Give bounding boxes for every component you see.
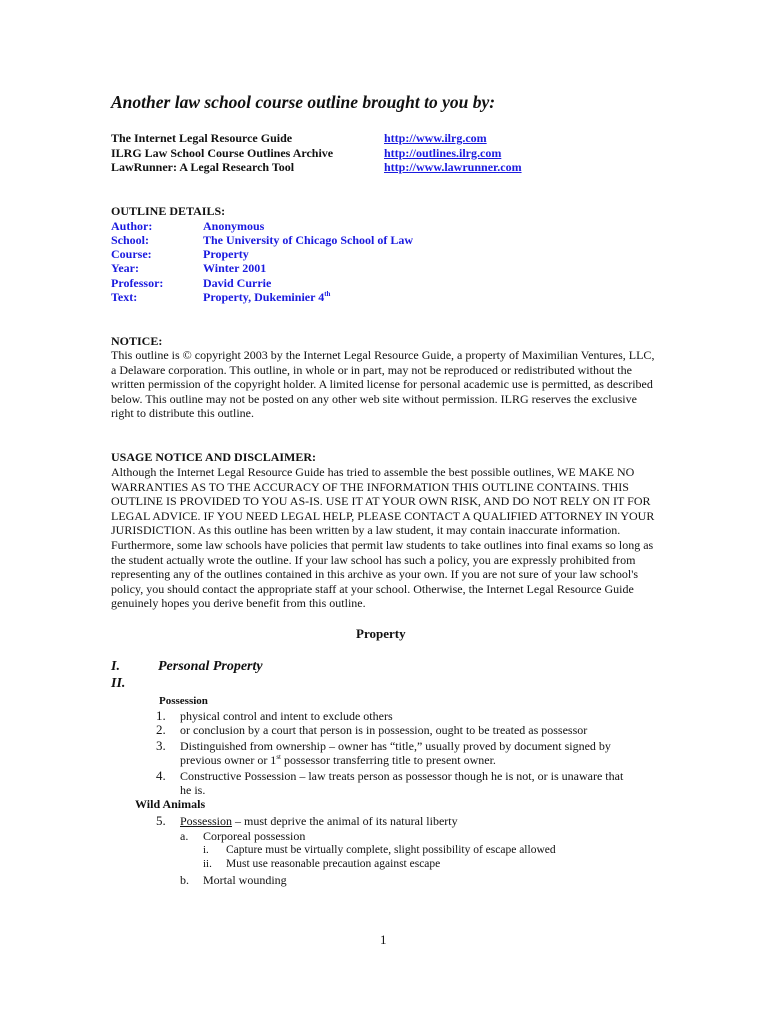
list-roman: ii.	[203, 858, 212, 870]
detail-label: Author:	[111, 219, 153, 233]
list-item: Distinguished from ownership – owner has “title,” usually proved by document signed by	[180, 739, 611, 753]
list-item: Corporeal possession	[203, 829, 306, 843]
resource-link[interactable]: http://outlines.ilrg.com	[384, 146, 502, 160]
page-title: Another law school course outline brought to you by:	[111, 92, 496, 112]
list-number: 5.	[156, 813, 166, 828]
resource-name: LawRunner: A Legal Research Tool	[111, 160, 295, 174]
outline-title: Property	[356, 626, 406, 641]
notice-text: This outline is © copyright 2003 by the Internet Legal Resource Guide, a property of Maximilian Ventures, LLC, a Delaware corporation. This outline, in whole or in part, may not be reproduced or redistributed without the written permission of the copyright holder. A limited license for personal academic use is permitted, as described below. This outline may not be posted on any other web site without permission. ILRG reserves the exclusive right to distribute this outline.	[111, 348, 655, 421]
list-number: 2.	[156, 722, 166, 737]
list-item: Mortal wounding	[203, 873, 287, 887]
list-item: Possession – must deprive the animal of its natural liberty	[180, 814, 458, 828]
detail-label: Year:	[111, 261, 139, 275]
list-item-continuation: previous owner or 1st possessor transferring title to present owner.	[180, 753, 496, 767]
usage-text: Although the Internet Legal Resource Guide has tried to assemble the best possible outlines, WE MAKE NO WARRANTIES AS TO THE ACCURACY OF THE INFORMATION THIS OUTLINE CONTAINS. THIS OUTLINE IS PROVIDED TO YOU AS-IS. USE IT AT YOUR OWN RISK, AND DO NOT RELY ON IT FOR LEGAL ADVICE. IF YOU NEED LEGAL HELP, PLEASE CONTACT A QUALIFIED ATTORNEY IN YOUR JURISDICTION. As this outline has been written by a law student, it may contain inaccurate information. Furthermore, some law schools have policies that permit law students to take outlines into final exams so long as the student actually wrote the outline. If your law school has such a policy, you are expressly prohibited from representing any of the outlines contained in this archive as your own. If you are not sure of your law school's policy, you should contact the appropriate staff at your school. Otherwise, the Internet Legal Resource Guide genuinely hopes you derive benefit from this outline.	[111, 465, 655, 611]
list-number: 3.	[156, 738, 166, 753]
list-number: 1.	[156, 708, 166, 723]
detail-value: Property	[203, 247, 249, 261]
list-item: physical control and intent to exclude others	[180, 709, 393, 723]
resource-link[interactable]: http://www.ilrg.com	[384, 131, 487, 145]
list-item: Capture must be virtually complete, slight possibility of escape allowed	[226, 844, 556, 856]
detail-label: School:	[111, 233, 150, 247]
section-numeral: I.	[111, 659, 120, 674]
section-numeral: II.	[111, 676, 126, 691]
list-item: Constructive Possession – law treats person as possessor though he is not, or is unaware that	[180, 769, 624, 783]
list-letter: a.	[180, 829, 189, 843]
list-letter: b.	[180, 873, 189, 887]
resource-name: ILRG Law School Course Outlines Archive	[111, 146, 334, 160]
detail-value: The University of Chicago School of Law	[203, 233, 413, 247]
detail-value: Anonymous	[203, 219, 265, 233]
detail-label: Course:	[111, 247, 152, 261]
resource-name: The Internet Legal Resource Guide	[111, 131, 293, 145]
usage-heading: USAGE NOTICE AND DISCLAIMER:	[111, 450, 317, 464]
list-number: 4.	[156, 768, 166, 783]
list-roman: i.	[203, 844, 209, 856]
details-heading: OUTLINE DETAILS:	[111, 204, 226, 218]
detail-value: Property, Dukeminier 4th	[203, 290, 331, 304]
detail-value: David Currie	[203, 276, 272, 290]
detail-value: Winter 2001	[203, 261, 267, 275]
detail-label: Text:	[111, 290, 138, 304]
resource-link[interactable]: http://www.lawrunner.com	[384, 160, 522, 174]
section-title: Personal Property	[158, 659, 263, 674]
list-item: or conclusion by a court that person is in possession, ought to be treated as possessor	[180, 723, 588, 737]
page-number: 1	[380, 932, 387, 947]
detail-label: Professor:	[111, 276, 164, 290]
list-item: Must use reasonable precaution against escape	[226, 858, 441, 870]
subheading-possession: Possession	[159, 695, 208, 707]
subheading-wild-animals: Wild Animals	[135, 797, 206, 811]
notice-heading: NOTICE:	[111, 334, 163, 348]
list-item-continuation: he is.	[180, 783, 206, 797]
